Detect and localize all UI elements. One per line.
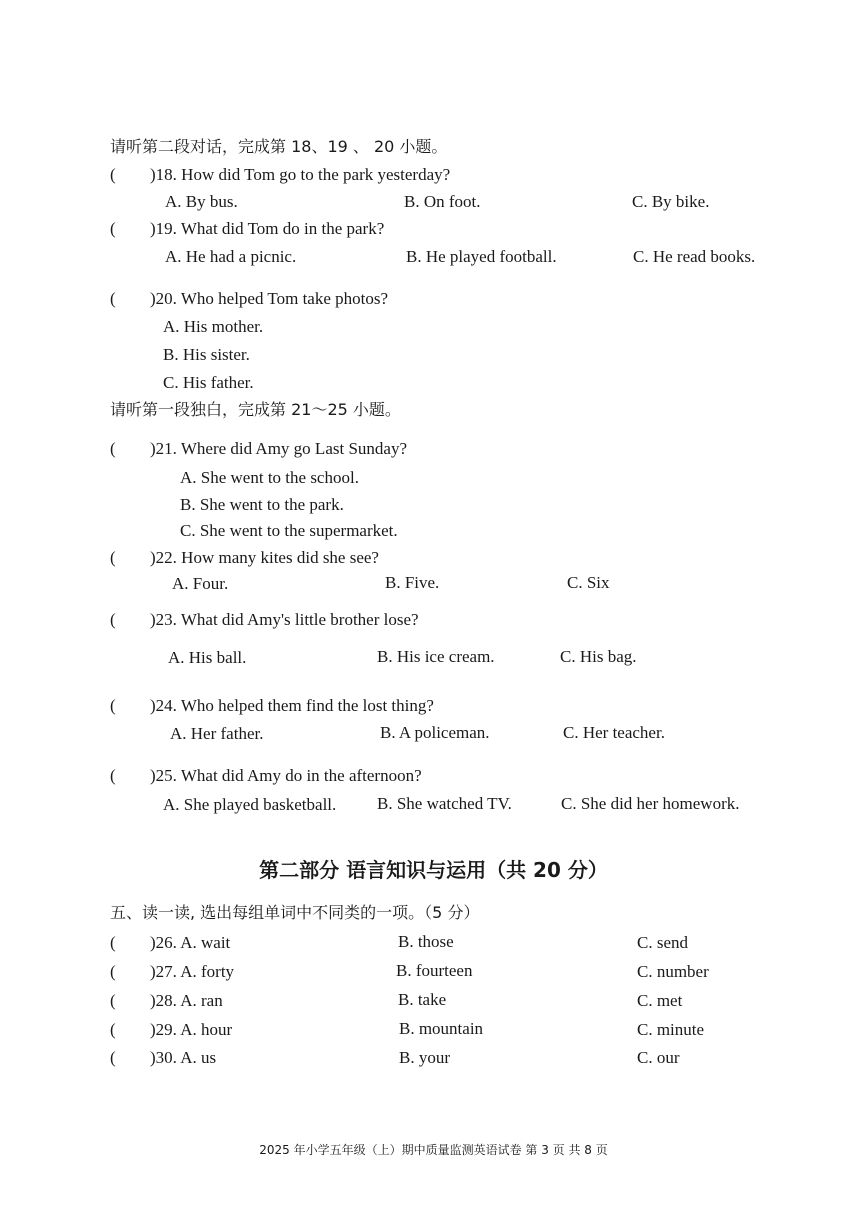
word-option-c: C. send (637, 933, 688, 952)
word-option-a: )29. A. hour (150, 1020, 233, 1039)
word-option-c: C. minute (637, 1020, 705, 1039)
word-group-30 (110, 1048, 216, 1068)
option-19-a: A. He had a picnic. (165, 247, 297, 266)
word-option-b: B. mountain (399, 1019, 484, 1038)
option-23-b: B. His ice cream. (377, 647, 495, 666)
question-stem: )22. How many kites did she see? (150, 548, 379, 567)
part2-heading: 第二部分 语言知识与运用（共 20 分） (259, 858, 608, 882)
option-22-c: C. Six (567, 573, 610, 592)
section-instruction-dialogue-2: 请听第二段对话，完成第 18、19 、 20 小题。 (110, 137, 448, 156)
option-20-b: B. His sister. (163, 345, 250, 364)
word-group-28 (110, 991, 223, 1011)
option-21-b: B. She went to the park. (180, 495, 344, 514)
option-19-b: B. He played football. (406, 247, 557, 266)
option-23-a: A. His ball. (168, 648, 247, 667)
section5-instruction: 五、读一读, 选出每组单词中不同类的一项。（5 分） (110, 903, 480, 922)
answer-bracket[interactable]: ( (110, 991, 116, 1010)
option-24-b: B. A policeman. (380, 723, 490, 742)
option-22-a: A. Four. (172, 574, 229, 593)
word-group-26 (110, 933, 230, 953)
question-stem: )19. What did Tom do in the park? (150, 219, 385, 238)
option-20-a: A. His mother. (163, 317, 264, 336)
option-22-b: B. Five. (385, 573, 440, 592)
answer-bracket[interactable]: ( (110, 1048, 116, 1067)
question-stem: )18. How did Tom go to the park yesterday? (150, 165, 451, 184)
word-option-b: B. your (399, 1048, 450, 1067)
option-21-c: C. She went to the supermarket. (180, 521, 398, 540)
page-footer: 2025 年小学五年级（上）期中质量监测英语试卷 第 3 页 共 8 页 (259, 1143, 608, 1157)
option-18-a: A. By bus. (165, 192, 238, 211)
word-group-29 (110, 1020, 232, 1040)
word-option-a: )26. A. wait (150, 933, 231, 952)
question-21 (110, 439, 407, 459)
answer-bracket[interactable]: ( (110, 289, 116, 308)
answer-bracket[interactable]: ( (110, 219, 116, 238)
question-22 (110, 548, 379, 568)
option-25-b: B. She watched TV. (377, 794, 512, 813)
question-stem: )21. Where did Amy go Last Sunday? (150, 439, 408, 458)
word-option-c: C. number (637, 962, 709, 981)
option-23-c: C. His bag. (560, 647, 637, 666)
word-option-b: B. those (398, 932, 454, 951)
answer-bracket[interactable]: ( (110, 439, 116, 458)
option-25-c: C. She did her homework. (561, 794, 740, 813)
word-option-c: C. met (637, 991, 683, 1010)
option-18-b: B. On foot. (404, 192, 481, 211)
answer-bracket[interactable]: ( (110, 696, 116, 715)
option-24-a: A. Her father. (170, 724, 264, 743)
question-stem: )20. Who helped Tom take photos? (150, 289, 389, 308)
question-18 (110, 165, 450, 185)
question-23 (110, 610, 419, 630)
answer-bracket[interactable]: ( (110, 962, 116, 981)
question-stem: )24. Who helped them find the lost thing? (150, 696, 434, 715)
option-19-c: C. He read books. (633, 247, 756, 266)
answer-bracket[interactable]: ( (110, 165, 116, 184)
answer-bracket[interactable]: ( (110, 610, 116, 629)
word-group-27 (110, 962, 234, 982)
section-instruction-monologue-1: 请听第一段独白，完成第 21～25 小题。 (110, 400, 401, 419)
word-option-b: B. take (398, 990, 447, 1009)
answer-bracket[interactable]: ( (110, 933, 116, 952)
answer-bracket[interactable]: ( (110, 766, 116, 785)
option-24-c: C. Her teacher. (563, 723, 665, 742)
option-25-a: A. She played basketball. (163, 795, 337, 814)
answer-bracket[interactable]: ( (110, 548, 116, 567)
option-20-c: C. His father. (163, 373, 254, 392)
question-20 (110, 289, 388, 309)
word-option-c: C. our (637, 1048, 680, 1067)
word-option-a: )30. A. us (150, 1048, 217, 1067)
question-stem: )25. What did Amy do in the afternoon? (150, 766, 422, 785)
question-stem: )23. What did Amy's little brother lose? (150, 610, 419, 629)
question-19 (110, 219, 384, 239)
word-option-a: )28. A. ran (150, 991, 223, 1010)
question-24 (110, 696, 434, 716)
answer-bracket[interactable]: ( (110, 1020, 116, 1039)
option-18-c: C. By bike. (632, 192, 710, 211)
word-option-b: B. fourteen (396, 961, 473, 980)
option-21-a: A. She went to the school. (180, 468, 359, 487)
word-option-a: )27. A. forty (150, 962, 235, 981)
question-25 (110, 766, 422, 786)
